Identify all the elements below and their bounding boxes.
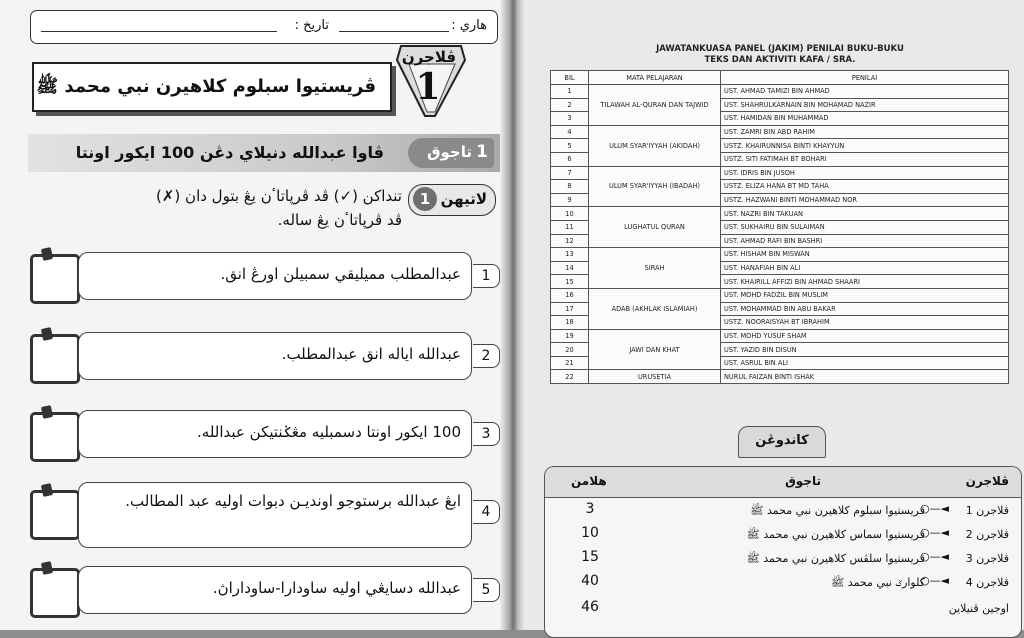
table-row (551, 207, 1009, 221)
contents-page: 15 (581, 549, 599, 565)
chapter-number: 1 (415, 66, 441, 108)
assessor-name: UST. HISHAM BIN MISWAN (721, 248, 1009, 262)
contents-chapter: اوجين ڤنيلاين (948, 602, 1009, 615)
table-row (551, 85, 1009, 99)
day-line (339, 31, 449, 32)
assessor-name: NURUL FAIZAN BINTI ISHAK (721, 370, 1009, 384)
assessor-name: USTZ. KHAIRUNNISA BINTI KHAYYUN (721, 139, 1009, 153)
contents-header-chapter: ڤلاجرن (965, 474, 1009, 488)
assessor-name: UST. MOHAMMAD BIN ABU BAKAR (721, 302, 1009, 316)
assessor-name: UST. KHAIRILL AFFIZI BIN AHMAD SHAARI (721, 275, 1009, 289)
assessor-table (550, 70, 1009, 384)
contents-page: 46 (581, 599, 599, 615)
assessor-name: UST. NAZRI BIN TAKUAN (721, 207, 1009, 221)
question-number: 5 (473, 578, 500, 602)
subject-cell: LUGHATUL QURAN (589, 207, 721, 248)
assessor-name: UST. MOHD FADZIL BIN MUSLIM (721, 288, 1009, 302)
book-spine (500, 0, 524, 630)
question-number: 2 (473, 344, 500, 368)
assessor-name: UST. YAZID BIN DISUN (721, 343, 1009, 357)
contents-chapter: ڤلاجرن 4 (965, 576, 1009, 589)
row-number: 16 (551, 288, 589, 302)
chapter-word: ڤلاجرن (401, 48, 457, 66)
assessor-name: UST. ZAMRI BIN ABD RAHIM (721, 125, 1009, 139)
latihan-word: لاتيهن (440, 190, 487, 208)
arrow-left-icon: ◄—○ (919, 550, 949, 563)
contents-box (544, 466, 1022, 638)
tajuk-word: تاجوق (427, 143, 472, 161)
answer-checkbox[interactable] (30, 490, 80, 540)
table-row (551, 329, 1009, 343)
tajuk-badge (408, 138, 494, 168)
row-number: 21 (551, 356, 589, 370)
panel-title-line-2: TEKS DAN AKTIVITI KAFA / SRA. (704, 55, 856, 65)
latihan-number: 1 (413, 187, 437, 211)
pin-icon (41, 247, 53, 261)
table-row (551, 370, 1009, 384)
col-header-subject: MATA PELAJARAN (589, 71, 721, 85)
contents-topic: ڤريستيوا سماس كلاهيرن نبي محمد ﷺ (746, 528, 925, 541)
contents-row[interactable] (545, 571, 1021, 595)
chapter-title-box (32, 62, 392, 112)
question-bubble (78, 410, 472, 458)
table-row (551, 288, 1009, 302)
contents-header (545, 467, 1021, 498)
assessor-name: UST. IDRIS BIN JUSOH (721, 166, 1009, 180)
question-number: 4 (473, 500, 500, 524)
pin-icon (41, 561, 53, 575)
assessor-name: USTZ. SITI FATIMAH BT BOHARI (721, 152, 1009, 166)
question-row (30, 488, 500, 536)
answer-checkbox[interactable] (30, 334, 80, 384)
contents-row[interactable] (545, 597, 1021, 621)
name-date-box (30, 10, 498, 44)
tajuk-bar (28, 134, 500, 172)
assessor-name: USTZ. HAZWANI BINTI MOHAMMAD NOR (721, 193, 1009, 207)
question-bubble (78, 566, 472, 614)
subject-cell: JAWI DAN KHAT (589, 329, 721, 370)
date-label: تاريخ : (294, 18, 329, 33)
answer-checkbox[interactable] (30, 568, 80, 618)
subject-cell: URUSETIA (589, 370, 721, 384)
row-number: 14 (551, 261, 589, 275)
question-number: 1 (473, 264, 500, 288)
assessor-name: UST. MOHD YUSUF SHAM (721, 329, 1009, 343)
row-number: 2 (551, 98, 589, 112)
contents-page: 10 (581, 525, 599, 541)
assessor-name: USTZ. ELIZA HANA BT MD TAHA (721, 180, 1009, 194)
chapter-title: ڤريستيوا سبلوم كلاهيرن نبي محمد ﷺ (36, 76, 376, 97)
question-bubble (78, 332, 472, 380)
row-number: 19 (551, 329, 589, 343)
row-number: 22 (551, 370, 589, 384)
assessor-name: USTZ. NOORAISYAH BT IBRAHIM (721, 316, 1009, 330)
contents-row[interactable] (545, 523, 1021, 547)
assessor-name: UST. HANAFIAH BIN ALI (721, 261, 1009, 275)
contents-topic: كلوارݢ نبي محمد ﷺ (831, 576, 925, 589)
question-row (30, 566, 500, 614)
question-text: 100 ايكور اونتا دسمبليه مڠݢنتيكن عبدالله. (197, 423, 461, 441)
tajuk-text: ڤاوا عبدالله دنيلاي دڠن 100 ايكور اونتا (75, 143, 384, 162)
answer-checkbox[interactable] (30, 412, 80, 462)
col-header-bil: BIL (551, 71, 589, 85)
kandungan-label: كاندوڠن (755, 433, 809, 448)
row-number: 10 (551, 207, 589, 221)
pin-icon (41, 483, 53, 497)
left-page (0, 0, 508, 630)
table-row (551, 166, 1009, 180)
assessor-name: UST. ASRUL BIN ALI (721, 356, 1009, 370)
question-row (30, 252, 500, 300)
answer-checkbox[interactable] (30, 254, 80, 304)
contents-topic: ڤريستيوا سبلوم كلاهيرن نبي محمد ﷺ (750, 504, 925, 517)
subject-cell: SIRAH (589, 248, 721, 289)
question-number: 3 (473, 422, 500, 446)
row-number: 11 (551, 220, 589, 234)
question-bubble (78, 482, 472, 548)
tajuk-number: 1 (476, 142, 488, 162)
assessor-name: UST. SHAHRULKARNAIN BIN MOHAMAD NAZIR (721, 98, 1009, 112)
row-number: 5 (551, 139, 589, 153)
contents-page: 3 (585, 501, 595, 517)
row-number: 6 (551, 152, 589, 166)
pin-icon (41, 405, 53, 419)
kandungan-tab (738, 426, 826, 458)
contents-page: 40 (581, 573, 599, 589)
col-header-assessor: PENILAI (721, 71, 1009, 85)
table-row (551, 248, 1009, 262)
contents-chapter: ڤلاجرن 1 (965, 504, 1009, 517)
row-number: 7 (551, 166, 589, 180)
contents-row[interactable] (545, 499, 1021, 523)
panel-title (560, 44, 1000, 66)
latihan-badge (408, 184, 496, 216)
instruction-text: تنداكن (✓) ڤد ڤرڽاتاٴن يڠ بتول دان (✗) ڤد ڤرڽاتاٴن يڠ ساله. (156, 187, 402, 229)
question-row (30, 410, 500, 458)
subject-cell: ULUM SYAR'IYYAH (AKIDAH) (589, 125, 721, 166)
contents-topic: ڤريستيوا سلڤس كلاهيرن نبي محمد ﷺ (746, 552, 925, 565)
date-line (41, 31, 277, 32)
contents-header-page: هلامن (571, 474, 607, 488)
question-text: عبدالله دسايڠي اوليه ساودارا-ساوداراڽ. (212, 579, 461, 597)
arrow-left-icon: ◄—○ (919, 574, 949, 587)
arrow-left-icon: ◄—○ (919, 502, 949, 515)
row-number: 20 (551, 343, 589, 357)
row-number: 3 (551, 112, 589, 126)
pin-icon (41, 327, 53, 341)
row-number: 18 (551, 316, 589, 330)
row-number: 1 (551, 85, 589, 99)
row-number: 15 (551, 275, 589, 289)
row-number: 12 (551, 234, 589, 248)
contents-chapter: ڤلاجرن 2 (965, 528, 1009, 541)
assessor-name: UST. AHMAD RAFI BIN BASHRI (721, 234, 1009, 248)
row-number: 8 (551, 180, 589, 194)
question-row (30, 332, 500, 380)
subject-cell: ADAB (AKHLAK ISLAMIAH) (589, 288, 721, 329)
question-text: عبدالمطلب مميليقي سمبيلن اورڠ انق. (220, 265, 461, 283)
subject-cell: TILAWAH AL-QURAN DAN TAJWID (589, 85, 721, 126)
question-text: ابڠ عبدالله برستوجو اونديـن دبوات اوليه عبد المطالب. (125, 492, 461, 510)
table-row (551, 125, 1009, 139)
panel-title-line-1: JAWATANKUASA PANEL (JAKIM) PENILAI BUKU-BUKU (656, 44, 904, 54)
assessor-name: UST. AHMAD TAMIZI BIN AHMAD (721, 85, 1009, 99)
question-text: عبدالله اياله انق عبدالمطلب. (281, 345, 461, 363)
row-number: 4 (551, 125, 589, 139)
day-label: هاري : (451, 18, 487, 33)
subject-cell: ULUM SYAR'IYYAH (IBADAH) (589, 166, 721, 207)
contents-chapter: ڤلاجرن 3 (965, 552, 1009, 565)
row-number: 13 (551, 248, 589, 262)
row-number: 9 (551, 193, 589, 207)
assessor-name: UST. SUKHAIRU BIN SULAIMAN (721, 220, 1009, 234)
assessor-name: UST. HAMIDAN BIN MUHAMMAD (721, 112, 1009, 126)
question-bubble (78, 252, 472, 300)
contents-row[interactable] (545, 547, 1021, 571)
arrow-left-icon: ◄—○ (919, 526, 949, 539)
row-number: 17 (551, 302, 589, 316)
contents-header-topic: تاجوق (785, 474, 821, 488)
